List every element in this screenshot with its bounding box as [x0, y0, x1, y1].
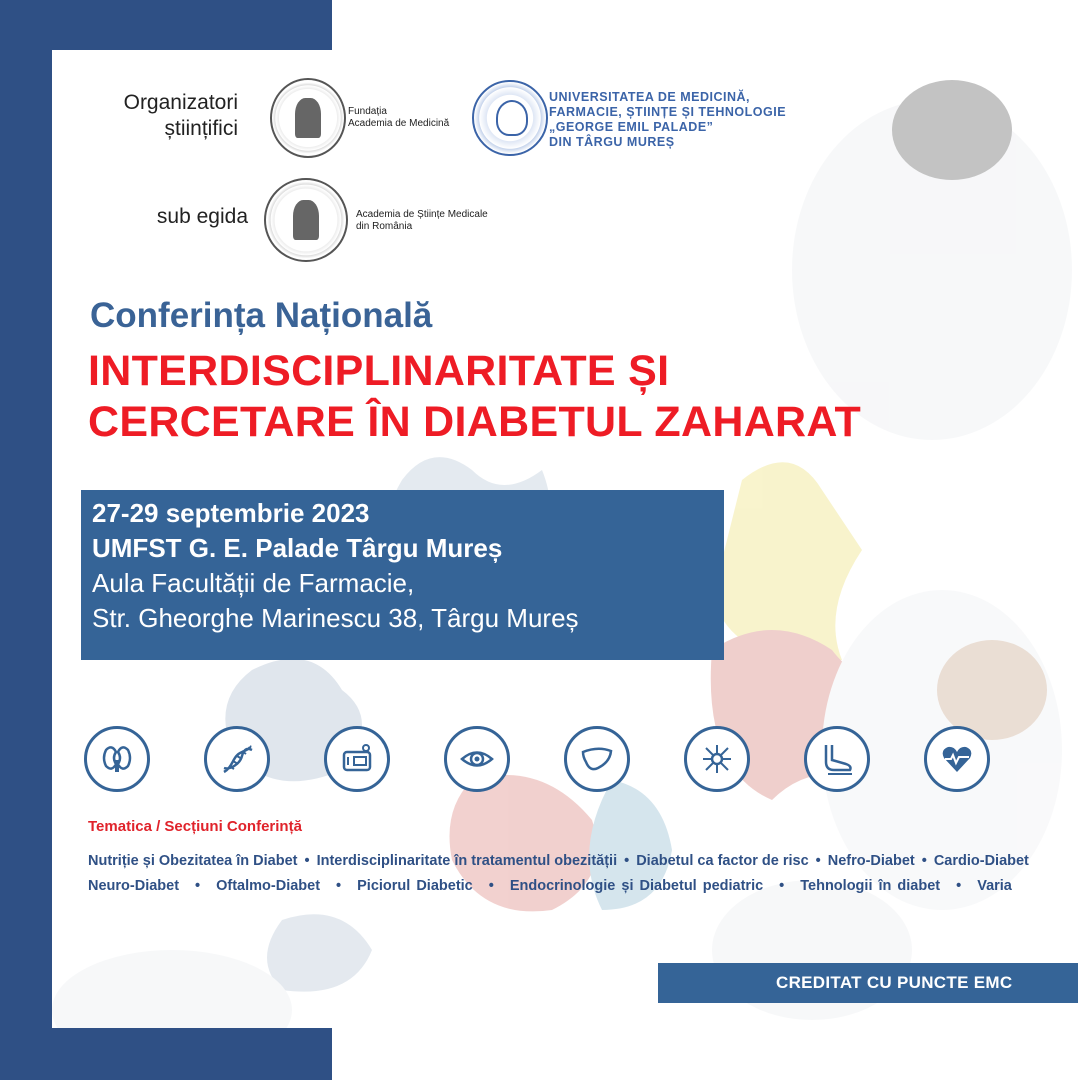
kidney-icon — [84, 726, 150, 792]
university-name-line4: DIN TÂRGU MUREȘ — [549, 135, 675, 149]
foundation-name-line1: Fundația — [348, 106, 387, 117]
separator: • — [956, 878, 962, 894]
section-item: Cardio-Diabet — [933, 853, 1029, 869]
organizers-label-line2: științifici — [164, 117, 238, 140]
separator: • — [921, 853, 927, 869]
section-item: Endocrinologie și Diabetul pediatric — [509, 878, 764, 894]
conference-title-line1: INTERDISCIPLINARITATE ȘI — [88, 347, 670, 395]
patronage-label: sub egida — [156, 205, 248, 228]
foundation-seal-logo — [270, 78, 346, 158]
university-name-line3: „GEORGE EMIL PALADE” — [549, 120, 714, 134]
university-name-line1: UNIVERSITATEA DE MEDICINĂ, — [549, 90, 750, 104]
section-item: Tehnologii în diabet — [800, 878, 941, 894]
dna-icon — [204, 726, 270, 792]
section-item: Varia — [977, 878, 1012, 894]
academy-name — [356, 209, 488, 233]
liver-icon — [564, 726, 630, 792]
sections-heading: Tematica / Secțiuni Conferință — [88, 818, 302, 835]
section-item: Piciorul Diabetic — [357, 878, 473, 894]
section-item: Diabetul ca factor de risc — [636, 853, 809, 869]
credit-emphasis: EMC — [973, 973, 1013, 992]
section-item: Interdisciplinaritate în tratamentul obezității — [316, 853, 618, 869]
academy-name-line2: din România — [356, 221, 413, 232]
event-details-box — [81, 490, 724, 660]
organizers-label — [78, 90, 238, 142]
foundation-name — [348, 106, 449, 130]
event-address: Str. Gheorghe Marinescu 38, Târgu Mureș — [92, 603, 579, 633]
university-name — [549, 90, 786, 150]
conference-title-line2: CERCETARE ÎN DIABETUL ZAHARAT — [88, 398, 862, 446]
event-venue: UMFST G. E. Palade Târgu Mureș — [92, 533, 503, 563]
neuron-icon — [684, 726, 750, 792]
event-hall: Aula Facultății de Farmacie, — [92, 568, 415, 598]
foot-icon — [804, 726, 870, 792]
event-dates: 27-29 septembrie 2023 — [92, 498, 370, 528]
academy-name-line1: Academia de Științe Medicale — [356, 209, 488, 220]
credit-badge — [658, 963, 1078, 1003]
conference-type: Conferința Națională — [90, 296, 433, 335]
section-item: Oftalmo-Diabet — [216, 878, 321, 894]
heart-icon — [924, 726, 990, 792]
foundation-name-line2: Academia de Medicină — [348, 118, 450, 129]
section-item: Nefro-Diabet — [827, 853, 915, 869]
sections-row-2 — [88, 874, 1068, 899]
sections-row-1 — [88, 849, 1068, 874]
separator: • — [304, 853, 310, 869]
separator: • — [624, 853, 630, 869]
medical-device-icon — [324, 726, 390, 792]
section-item: Nutriție și Obezitatea în Diabet — [88, 853, 298, 869]
poster-card — [52, 50, 1082, 1028]
credit-text: CREDITAT CU PUNCTE — [776, 973, 969, 992]
separator: • — [815, 853, 821, 869]
conference-title — [88, 346, 861, 448]
eye-icon — [444, 726, 510, 792]
organizers-label-line1: Organizatori — [123, 91, 238, 114]
university-name-line2: FARMACIE, ȘTIINȚE ȘI TEHNOLOGIE — [549, 105, 787, 119]
section-item: Neuro-Diabet — [88, 878, 180, 894]
academy-seal-logo — [264, 178, 348, 262]
topic-icons-row — [84, 726, 1004, 798]
separator: • — [779, 878, 785, 894]
university-seal-logo — [472, 80, 548, 156]
sections-list — [88, 849, 1068, 899]
separator: • — [336, 878, 342, 894]
separator: • — [195, 878, 201, 894]
separator: • — [488, 878, 494, 894]
